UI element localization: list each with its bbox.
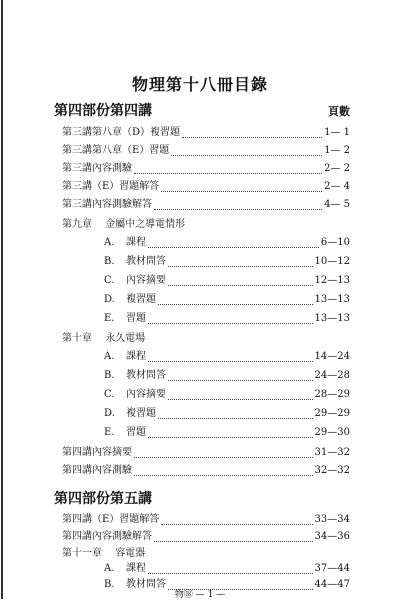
entry-pages: 31—32 (314, 447, 350, 458)
entry-pages: 4— 5 (324, 199, 350, 210)
chapter-heading (62, 547, 145, 561)
leader-dots (154, 200, 322, 210)
leader-dots (148, 352, 313, 362)
leader-dots (148, 238, 319, 248)
entry-pages: 29—29 (314, 408, 350, 419)
item-letter: E. (104, 313, 115, 324)
entry-pages: 29—30 (314, 427, 350, 438)
leader-dots (168, 276, 313, 286)
entry-label: 課程 (126, 563, 146, 574)
entry-label: 教材問答 (126, 579, 166, 590)
section-title: 第四部份第五講 (54, 491, 152, 507)
item-letter: E. (104, 427, 115, 438)
leader-dots (134, 448, 313, 458)
chapter-number: 第十一章 (62, 548, 102, 559)
entry-pages: 32—32 (314, 465, 350, 476)
page-footer: 物⑱ — 1 — (174, 590, 226, 600)
leader-dots (158, 409, 313, 419)
leader-dots (168, 390, 313, 400)
entry-label: 第四講內容摘要 (62, 447, 132, 458)
entry-label: 課程 (126, 237, 146, 248)
toc-subentry (104, 255, 350, 269)
pages-column-label: 頁數 (328, 105, 350, 118)
toc-subentry (104, 236, 350, 250)
toc-entry (62, 162, 350, 176)
leader-dots (161, 515, 312, 525)
entry-pages: 28—29 (314, 389, 350, 400)
entry-label: 習題 (126, 427, 146, 438)
toc-subentry (104, 388, 350, 402)
entry-label: 第三講第八章（D）複習題 (62, 127, 181, 138)
toc-subentry (104, 350, 350, 364)
leader-dots (171, 146, 322, 156)
toc-subentry (104, 426, 350, 440)
leader-dots (158, 295, 313, 305)
leader-dots (168, 257, 313, 267)
item-letter: A. (104, 351, 115, 362)
item-letter: A. (104, 237, 115, 248)
entry-label: 第四講內容測驗 (62, 465, 132, 476)
entry-pages: 14—24 (314, 351, 350, 362)
toc-entry (62, 464, 350, 478)
entry-label: 第四講（E）習題解答 (62, 514, 160, 525)
item-letter: C. (104, 275, 115, 286)
item-letter: B. (104, 370, 115, 381)
entry-pages: 24—28 (314, 370, 350, 381)
entry-label: 複習題 (126, 408, 156, 419)
leader-dots (168, 371, 313, 381)
section-title: 第四部份第四講 (54, 103, 152, 119)
item-letter: B. (104, 579, 115, 590)
item-letter: B. (104, 256, 115, 267)
entry-label: 課程 (126, 351, 146, 362)
entry-pages: 12—13 (314, 275, 350, 286)
toc-entry (62, 144, 350, 158)
entry-label: 第三講內容測驗 (62, 163, 132, 174)
chapter-name: 永久電場 (105, 333, 146, 344)
entry-label: 第四講內容測驗解答 (62, 531, 152, 542)
leader-dots (148, 314, 313, 324)
leader-dots (148, 428, 313, 438)
entry-pages: 44—47 (314, 579, 350, 590)
entry-label: 習題 (126, 313, 146, 324)
entry-pages: 37—44 (314, 563, 350, 574)
chapter-number: 第九章 (62, 219, 92, 230)
entry-label: 第三講內容測驗解答 (62, 199, 152, 210)
toc-entry (62, 530, 350, 544)
entry-pages: 2— 2 (324, 163, 350, 174)
toc-subentry (104, 369, 350, 383)
leader-dots (134, 466, 313, 476)
entry-label: 教材問答 (126, 256, 166, 267)
document-title: 物理第十八冊目錄 (131, 75, 268, 94)
toc-entry (62, 198, 350, 212)
entry-pages: 10—12 (314, 256, 350, 267)
toc-entry (62, 180, 350, 194)
entry-pages: 1— 1 (324, 127, 350, 138)
toc-entry (62, 446, 350, 460)
entry-pages: 13—13 (314, 294, 350, 305)
item-letter: D. (104, 408, 115, 419)
leader-dots (182, 128, 322, 138)
section-header-5 (54, 488, 350, 508)
chapter-heading (62, 218, 185, 232)
entry-label: 複習題 (126, 294, 156, 305)
chapter-number: 第十章 (62, 333, 92, 344)
toc-subentry (104, 274, 350, 288)
toc-subentry (104, 312, 350, 326)
toc-subentry (104, 562, 350, 576)
entry-label: 內容摘要 (126, 389, 166, 400)
toc-subentry (104, 407, 350, 421)
toc-entry (62, 513, 350, 527)
entry-pages: 6—10 (320, 237, 350, 248)
toc-entry (62, 126, 350, 140)
entry-label: 教材問答 (126, 370, 166, 381)
toc-subentry (104, 293, 350, 307)
leader-dots (154, 532, 313, 542)
item-letter: D. (104, 294, 115, 305)
chapter-heading (62, 332, 145, 346)
item-letter: A. (104, 563, 115, 574)
entry-pages: 1— 2 (324, 145, 350, 156)
chapter-name: 金屬中之導電情形 (105, 219, 186, 230)
chapter-name: 容電器 (115, 548, 146, 559)
item-letter: C. (104, 389, 115, 400)
leader-dots (161, 182, 322, 192)
entry-label: 內容摘要 (126, 275, 166, 286)
entry-label: 第三講第八章（E）習題 (62, 145, 170, 156)
leader-dots (148, 564, 313, 574)
entry-pages: 13—13 (314, 313, 350, 324)
entry-pages: 34—36 (314, 531, 350, 542)
section-header-4 (54, 100, 350, 120)
entry-pages: 33—34 (314, 514, 350, 525)
leader-dots (134, 164, 322, 174)
entry-pages: 2— 4 (324, 181, 350, 192)
entry-label: 第三講（E）習題解答 (62, 181, 160, 192)
